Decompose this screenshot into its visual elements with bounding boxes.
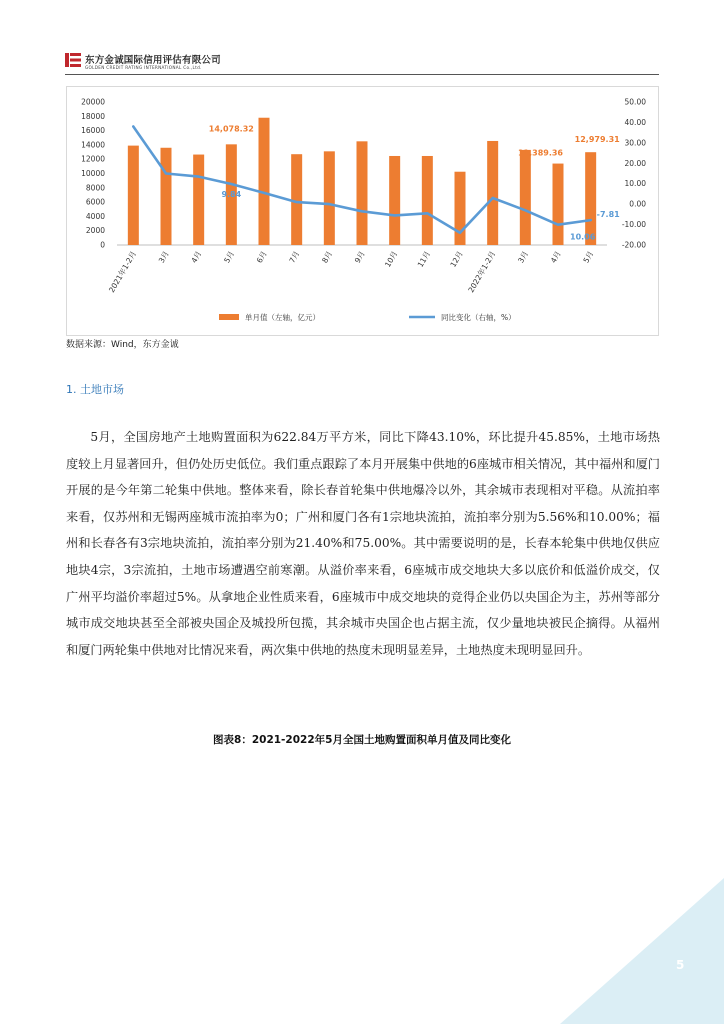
category-label: 10月 bbox=[383, 249, 400, 269]
right-axis-tick: 30.00 bbox=[624, 138, 646, 148]
left-axis-tick: 16000 bbox=[81, 126, 105, 136]
category-label: 2022年1-2月 bbox=[466, 249, 498, 295]
category-label: 3月 bbox=[156, 249, 171, 265]
data-label-bar: 12,979.31 bbox=[574, 135, 620, 145]
data-source: 数据来源：Wind，东方金诚 bbox=[66, 340, 179, 350]
section-title: 1. 土地市场 bbox=[66, 383, 124, 396]
data-label-bar: 11,389.36 bbox=[517, 148, 563, 158]
category-label: 5月 bbox=[222, 249, 237, 265]
data-label-bar: 14,078.32 bbox=[208, 124, 254, 134]
left-axis-tick: 14000 bbox=[81, 140, 105, 150]
category-label: 5月 bbox=[581, 249, 596, 265]
left-axis-tick: 0 bbox=[100, 240, 105, 250]
category-label: 3月 bbox=[516, 249, 531, 265]
category-label: 8月 bbox=[320, 249, 335, 265]
right-axis-tick: -10.00 bbox=[621, 220, 646, 230]
right-axis-tick: 10.00 bbox=[624, 179, 646, 189]
page-number: 5 bbox=[676, 958, 685, 972]
company-name-en: GOLDEN CREDIT RATING INTERNATIONAL Co.,Ltd. bbox=[85, 65, 202, 70]
legend-line-label: 同比变化（右轴，%） bbox=[441, 313, 516, 322]
left-axis-tick: 4000 bbox=[85, 211, 105, 221]
category-label: 11月 bbox=[415, 249, 433, 269]
category-label: 4月 bbox=[189, 249, 204, 265]
category-label: 4月 bbox=[548, 249, 563, 265]
left-axis-tick: 20000 bbox=[81, 97, 105, 107]
data-label-line: -7.81 bbox=[596, 210, 620, 220]
left-axis-tick: 8000 bbox=[85, 183, 105, 193]
right-axis-tick: -20.00 bbox=[621, 240, 646, 250]
right-axis-tick: 40.00 bbox=[624, 117, 646, 127]
data-label-line: 9.84 bbox=[221, 190, 242, 200]
category-label: 12月 bbox=[448, 249, 465, 269]
left-axis-tick: 12000 bbox=[81, 154, 105, 164]
left-axis-tick: 6000 bbox=[85, 197, 105, 207]
legend-bar-label: 单月值（左轴，亿元） bbox=[245, 313, 320, 322]
category-label: 9月 bbox=[352, 249, 367, 265]
category-label: 7月 bbox=[287, 249, 302, 265]
right-axis-tick: 0.00 bbox=[629, 199, 646, 209]
company-name-cn: 东方金诚国际信用评估有限公司 bbox=[85, 55, 221, 66]
left-axis-tick: 2000 bbox=[85, 226, 105, 236]
left-axis-tick: 10000 bbox=[81, 169, 105, 178]
category-label: 2021年1-2月 bbox=[107, 249, 139, 295]
left-axis-tick: 18000 bbox=[81, 111, 105, 121]
figure-caption: 图表8：2021-2022年5月全国土地购置面积单月值及同比变化 bbox=[213, 734, 511, 746]
body-paragraph: 5月，全国房地产土地购置面积为622.84万平方米，同比下降43.10%，环比提升45.85%，土地市场热度较上月显著回升，但仍处历史低位。我们重点跟踪了本月开展集中供地的6座城市相关情况，其中福州和厦门开展的是今年第二轮集中供地。整体来看，除长春首轮集中供地爆冷以外，其余城市表现相对平稳。从流拍率来看，仅苏州和无锡两座城市流拍率为0；广州和厦门各有1宗地块流拍，流拍率分别为5.56%和10.00%；福州和长春各有3宗地块流拍，流拍率分别为21.40%和75.00%。其中需要说明的是，长春本轮集中供地仅供应地块4宗，3宗流拍，土地市场遭遇空前寒潮。从溢价率来看，6座城市成交地块大多以底价和低溢价成交，仅广州平均溢价率超过5%。从拿地企业性质来看，6座城市中成交地块的竞得企业仍以央国企为主，苏州等部分城市成交地块甚至全部被央国企及城投所包揽，其余城市央国企也占据主流，仅少量地块被民企摘得。从福州和厦门两轮集中供地对比情况来看，两次集中供地的热度未现明显差异，土地热度未现明显回升。 bbox=[66, 430, 660, 657]
right-axis-tick: 20.00 bbox=[624, 158, 646, 168]
data-label-line: 10.06 bbox=[570, 232, 596, 242]
right-axis-tick: 50.00 bbox=[624, 97, 646, 107]
category-label: 6月 bbox=[254, 249, 269, 265]
